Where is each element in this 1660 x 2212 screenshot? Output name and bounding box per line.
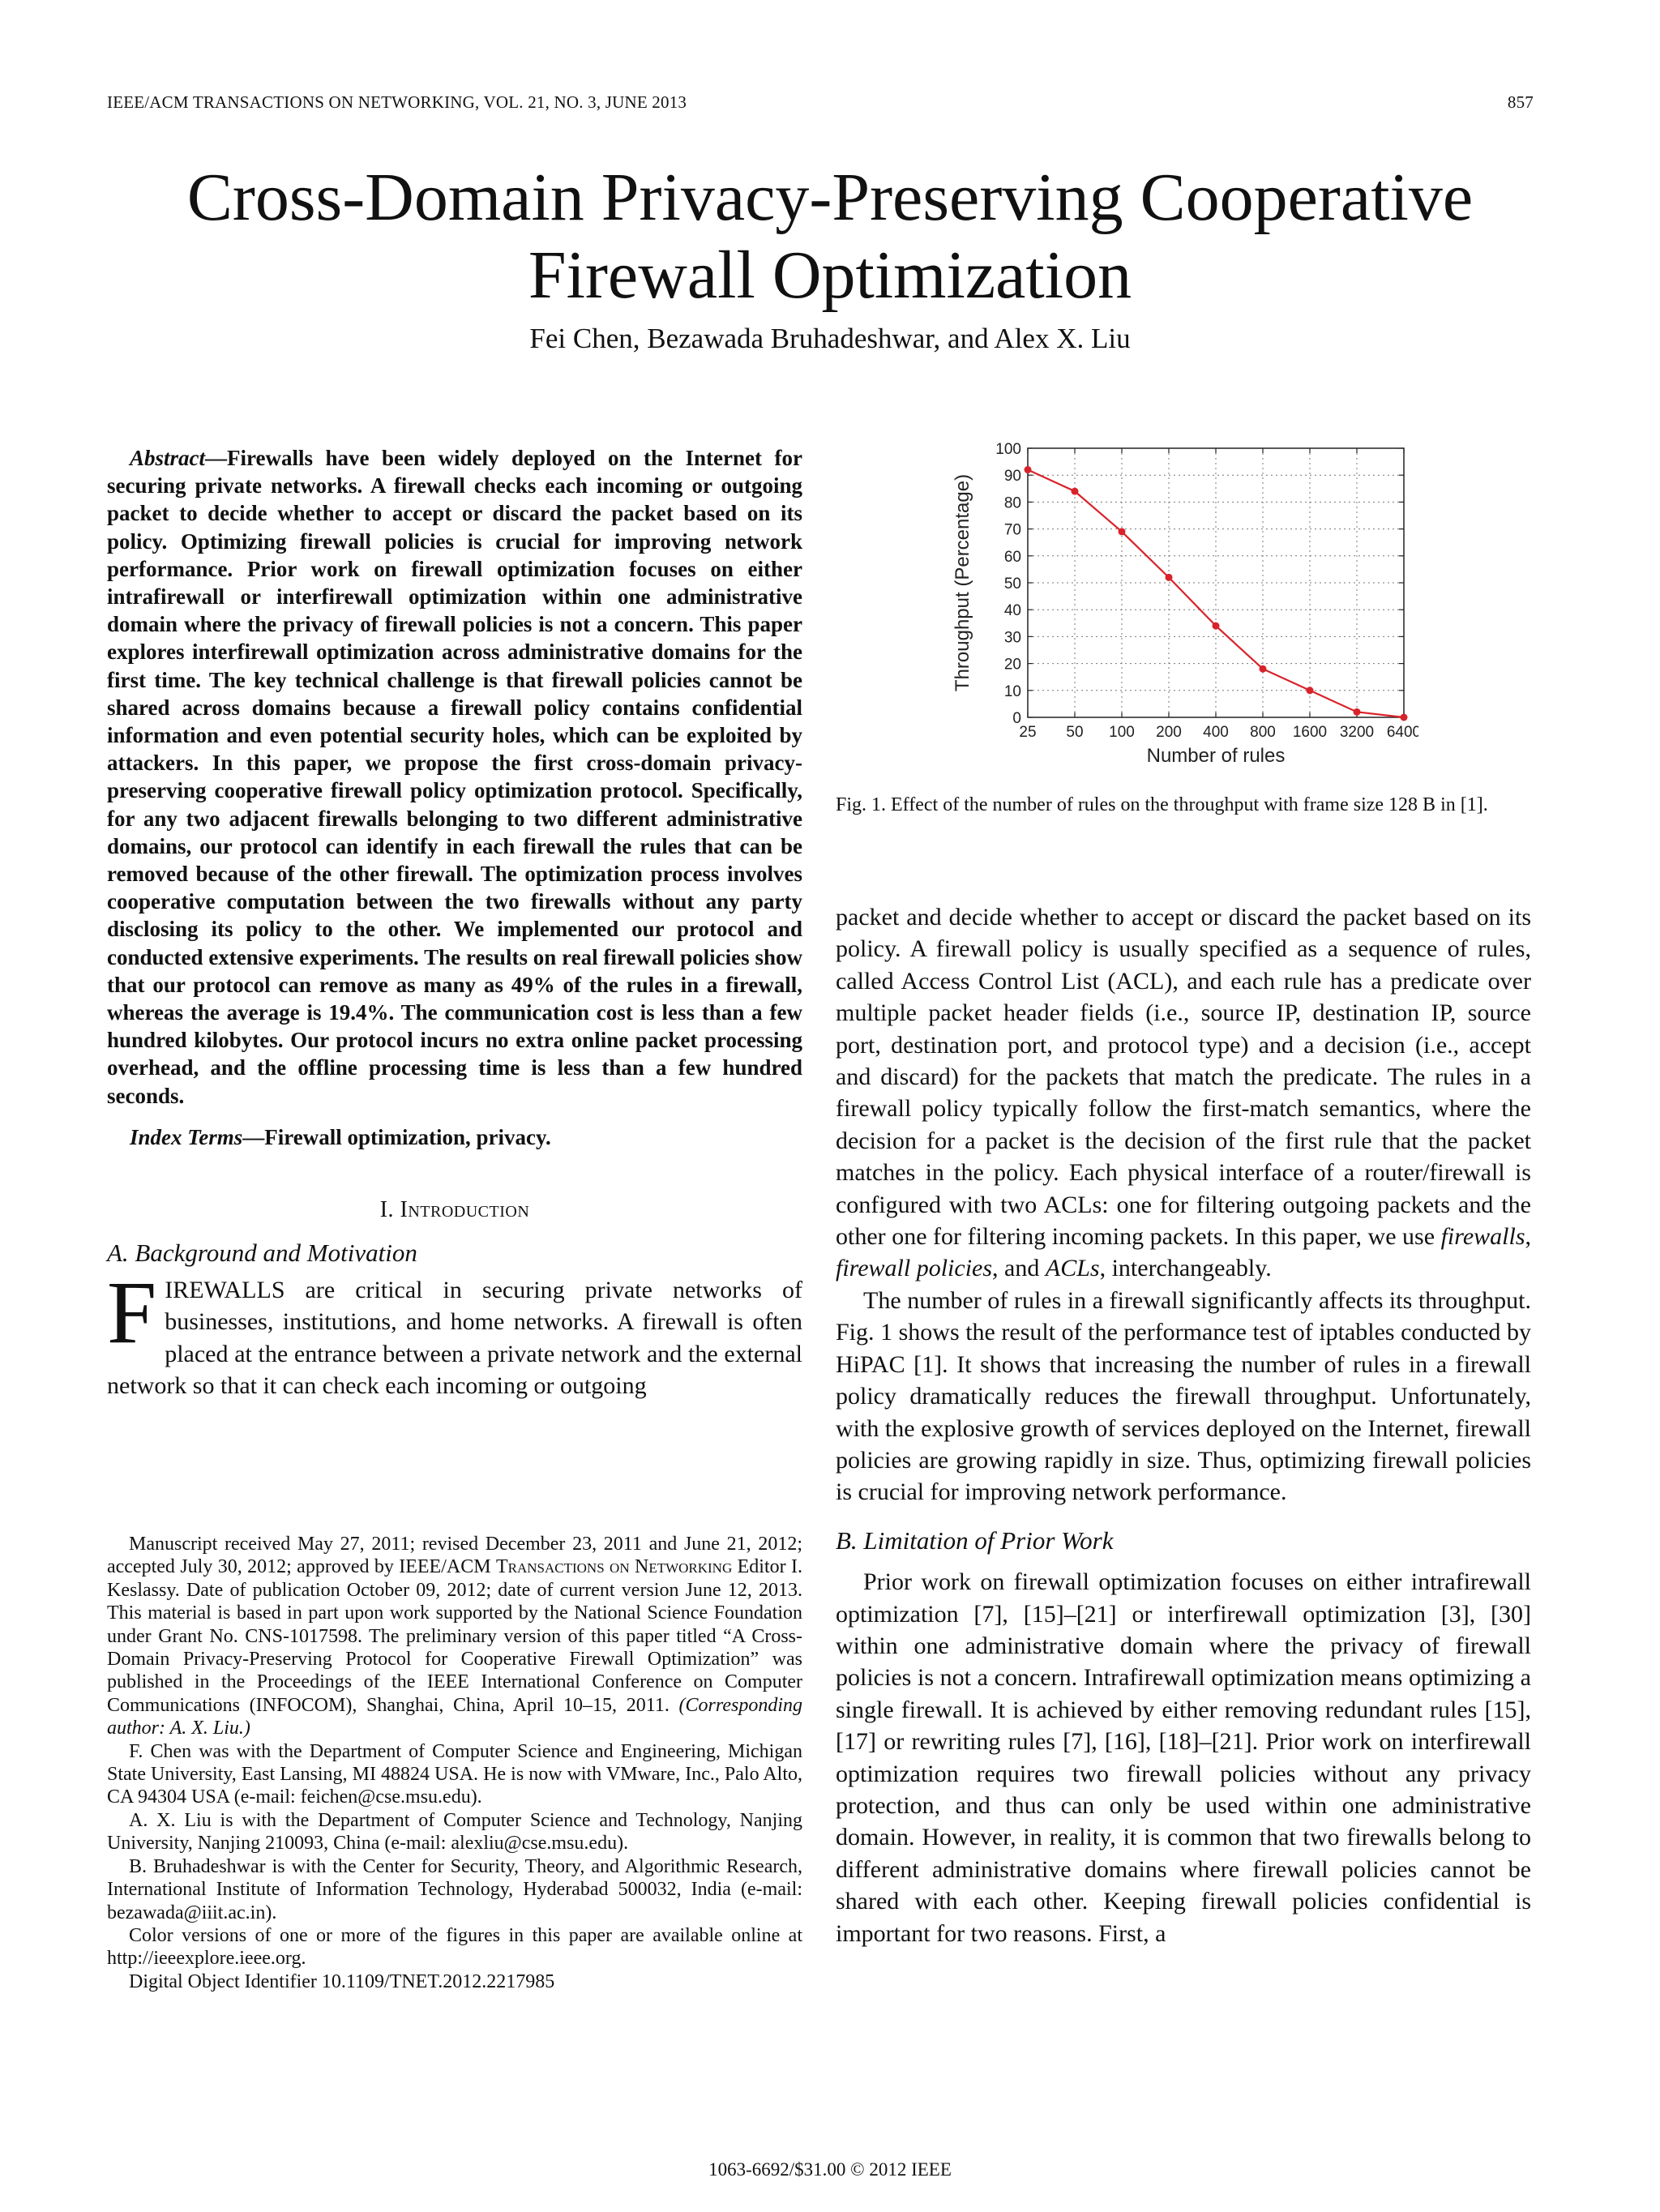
figure-1-caption: Fig. 1. Effect of the number of rules on the throughput with frame size 128 B in [1]. — [836, 794, 1488, 815]
data-point — [1025, 466, 1032, 473]
footnote-liu: A. X. Liu is with the Department of Computer Science and Technology, Nanjing University, Nanjing 210093, China (e-mail: alexliu@cse.msu.edu). — [107, 1809, 802, 1855]
abstract-text: —Firewalls have been widely deployed on the Internet for securing private networks. A firewall checks each incoming or outgoing packet to decide whether to accept or discard the packet based on its policy. Optimizing firewall policies is crucial for improving network performance. Prior work on firewall optimization focuses on either intrafirewall or interfirewall optimization within one administrative domain where the privacy of firewall policies is not a concern. This paper explores interfirewall optimization across administrative domains for the first time. The key technical challenge is that firewall policies cannot be shared across domains because a firewall policy contains confidential information and even potential security holes, which can be exploited by attackers. In this paper, we propose the first cross-domain privacy-preserving cooperative firewall policy optimization protocol. Specifically, for any two adjacent firewalls belonging to two different administrative domains, our protocol can identify in each firewall the rules that can be removed because of the other firewall. The optimization process involves cooperative computation between the two firewalls without any party disclosing its policy to the other. We implemented our protocol and conducted extensive experiments. The results on real firewall policies show that our protocol can remove as many as 49% of the rules in a firewall, whereas the average is 19.4%. The communication cost is less than a few hundred kilobytes. Our protocol incurs no extra online packet processing overhead, and the offline processing time is less than a few hundred seconds. — [107, 446, 802, 1108]
x-tick-label: 200 — [1156, 724, 1182, 741]
y-tick-label: 40 — [1003, 602, 1021, 620]
journal-info: IEEE/ACM TRANSACTIONS ON NETWORKING, VOL. 21, NO. 3, JUNE 2013 — [107, 92, 687, 112]
footnote-manuscript: Manuscript received May 27, 2011; revised December 23, 2011 and June 21, 2012; accepted July 30, 2012; approved by IEEE/ACM Transactions on Networking Editor I. Keslassy. Date of publication October 09, 2012; date of current version June 12, 2013. This material is based in part upon work supported by the National Science Foundation under Grant No. CNS-1017598. The preliminary version of this paper titled “A Cross-Domain Privacy-Preserving Protocol for Cooperative Firewall Optimization” was published in the Proceedings of the IEEE International Conference on Computer Communications (INFOCOM), Shanghai, China, April 10–15, 2011. (Corresponding author: A. X. Liu.) — [107, 1534, 802, 1739]
data-point — [1307, 687, 1314, 694]
y-tick-label: 100 — [995, 441, 1021, 458]
y-tick-label: 10 — [1003, 682, 1021, 700]
paper-title — [0, 159, 1660, 314]
x-tick-label: 3200 — [1339, 724, 1375, 741]
left-column — [107, 444, 802, 1401]
y-tick-label: 80 — [1003, 494, 1021, 512]
title-line-1: Cross-Domain Privacy-Preserving Cooperative — [186, 160, 1474, 235]
data-point — [1213, 623, 1220, 630]
footnotes — [107, 1533, 802, 1993]
paragraph-acl: packet and decide whether to accept or discard the packet based on its policy. A firewall policy is usually specified as a sequence of rules, called Access Control List (ACL), and each rule has a predicate over multiple packet header fields (i.e., source IP, destination IP, source port, destination port, and protocol type) and a decision (i.e., accept and discard) for the packets that match the predicate. The rules in a firewall policy typically follow the first-match semantics, where the decision for a packet is the decision of the first rule that the packet matches in the policy. Each physical interface of a router/firewall is configured with two ACLs: one for filtering outgoing packets and the other one for filtering incoming packets. In this paper, we use firewalls, firewall policies, and ACLs, interchangeably. — [836, 904, 1531, 1282]
drop-cap: F — [107, 1262, 157, 1362]
copyright-line: 1063-6692/$31.00 © 2012 IEEE — [708, 2159, 952, 2180]
x-tick-label: 50 — [1066, 724, 1084, 741]
intro-paragraph — [107, 1262, 802, 1402]
y-axis-label: Throughput (Percentage) — [952, 473, 973, 692]
y-tick-label: 20 — [1003, 656, 1021, 674]
x-tick-label: 25 — [1019, 724, 1037, 741]
x-axis-label: Number of rules — [1146, 745, 1286, 767]
footnote-chen: F. Chen was with the Department of Computer Science and Engineering, Michigan State University, East Lansing, MI 48824 USA. He is now with VMware, Inc., Palo Alto, CA 94304 USA (e-mail: feichen@cse.msu.edu). — [107, 1740, 802, 1808]
y-tick-label: 90 — [1003, 468, 1021, 486]
author-list: Fei Chen, Bezawada Bruhadeshwar, and Alex X. Liu — [529, 323, 1131, 354]
title-line-2: Firewall Optimization — [528, 237, 1132, 313]
intro-text: IREWALLS are critical in securing private networks of businesses, institutions, and home networks. A firewall is often placed at the entrance between a private network and the external network so that it can check each incoming or outgoing — [107, 1276, 802, 1399]
subsection-heading-background: A. Background and Motivation — [107, 1239, 417, 1268]
y-tick-label: 0 — [1012, 710, 1021, 727]
abstract-label: Abstract — [130, 446, 206, 470]
data-point — [1354, 708, 1361, 716]
footnote-doi: Digital Object Identifier 10.1109/TNET.2012.2217985 — [129, 1970, 555, 1992]
index-terms-label: Index Terms — [130, 1124, 243, 1149]
y-tick-label: 60 — [1003, 548, 1021, 566]
subsection-heading-limitation: B. Limitation of Prior Work — [836, 1525, 1114, 1555]
x-tick-label: 800 — [1250, 724, 1276, 741]
right-column — [836, 901, 1531, 1949]
data-point — [1072, 488, 1079, 495]
footnote-bruhadeshwar: B. Bruhadeshwar is with the Center for Security, Theory, and Algorithmic Research, International Institute of Information Technology, Hyderabad 500032, India (e-mail: bezawada@iiit.ac.in). — [107, 1855, 802, 1923]
y-tick-label: 50 — [1003, 575, 1021, 593]
running-header — [107, 92, 1534, 113]
footnote-color: Color versions of one or more of the figures in this paper are available online at http://ieeexplore.ieee.org. — [107, 1924, 802, 1970]
x-tick-label: 1600 — [1292, 724, 1328, 741]
data-point — [1260, 665, 1267, 673]
index-terms — [107, 1123, 802, 1151]
data-point — [1166, 574, 1173, 581]
paragraph-rule-count: The number of rules in a firewall significantly affects its throughput. Fig. 1 shows the result of the performance test of iptables conducted by HiPAC [1]. It shows that increasing the number of rules in a firewall policy dramatically reduces the firewall throughput. Unfortunately, with the explosive growth of services deployed on the Internet, firewall policies are growing rapidly in size. Thus, optimizing firewall policies is crucial for improving network performance. — [836, 1286, 1531, 1506]
abstract — [107, 444, 802, 1110]
x-tick-label: 100 — [1109, 724, 1135, 741]
data-point — [1401, 714, 1408, 721]
paragraph-prior-work: Prior work on firewall optimization focuses on either intrafirewall optimization [7], [15]–[21] or interfirewall optimization [3], [30] within one administrative domain where the privacy of firewall policies is not a concern. Intrafirewall optimization means optimizing a single firewall. It is achieved by either removing redundant rules [15], [17] or rewriting rules [7], [16], [18]–[21]. Prior work on interfirewall optimization requires two firewall policies without any privacy protection, and thus can only be used within one administrative domain. However, in reality, it is common that two firewalls belong to different administrative domains where firewall policies cannot be shared with each other. Keeping firewall policies confidential is important for two reasons. First, a — [836, 1568, 1531, 1947]
throughput-chart — [944, 432, 1418, 781]
x-tick-label: 400 — [1203, 724, 1229, 741]
section-heading-introduction: I. Introduction — [379, 1196, 530, 1222]
x-tick-label: 6400 — [1386, 724, 1418, 741]
y-tick-label: 30 — [1003, 629, 1021, 647]
index-terms-text: —Firewall optimization, privacy. — [242, 1124, 551, 1149]
data-point — [1119, 528, 1126, 535]
page-number: 857 — [1507, 92, 1534, 112]
y-tick-label: 70 — [1003, 521, 1021, 539]
figure-1 — [944, 432, 1418, 781]
